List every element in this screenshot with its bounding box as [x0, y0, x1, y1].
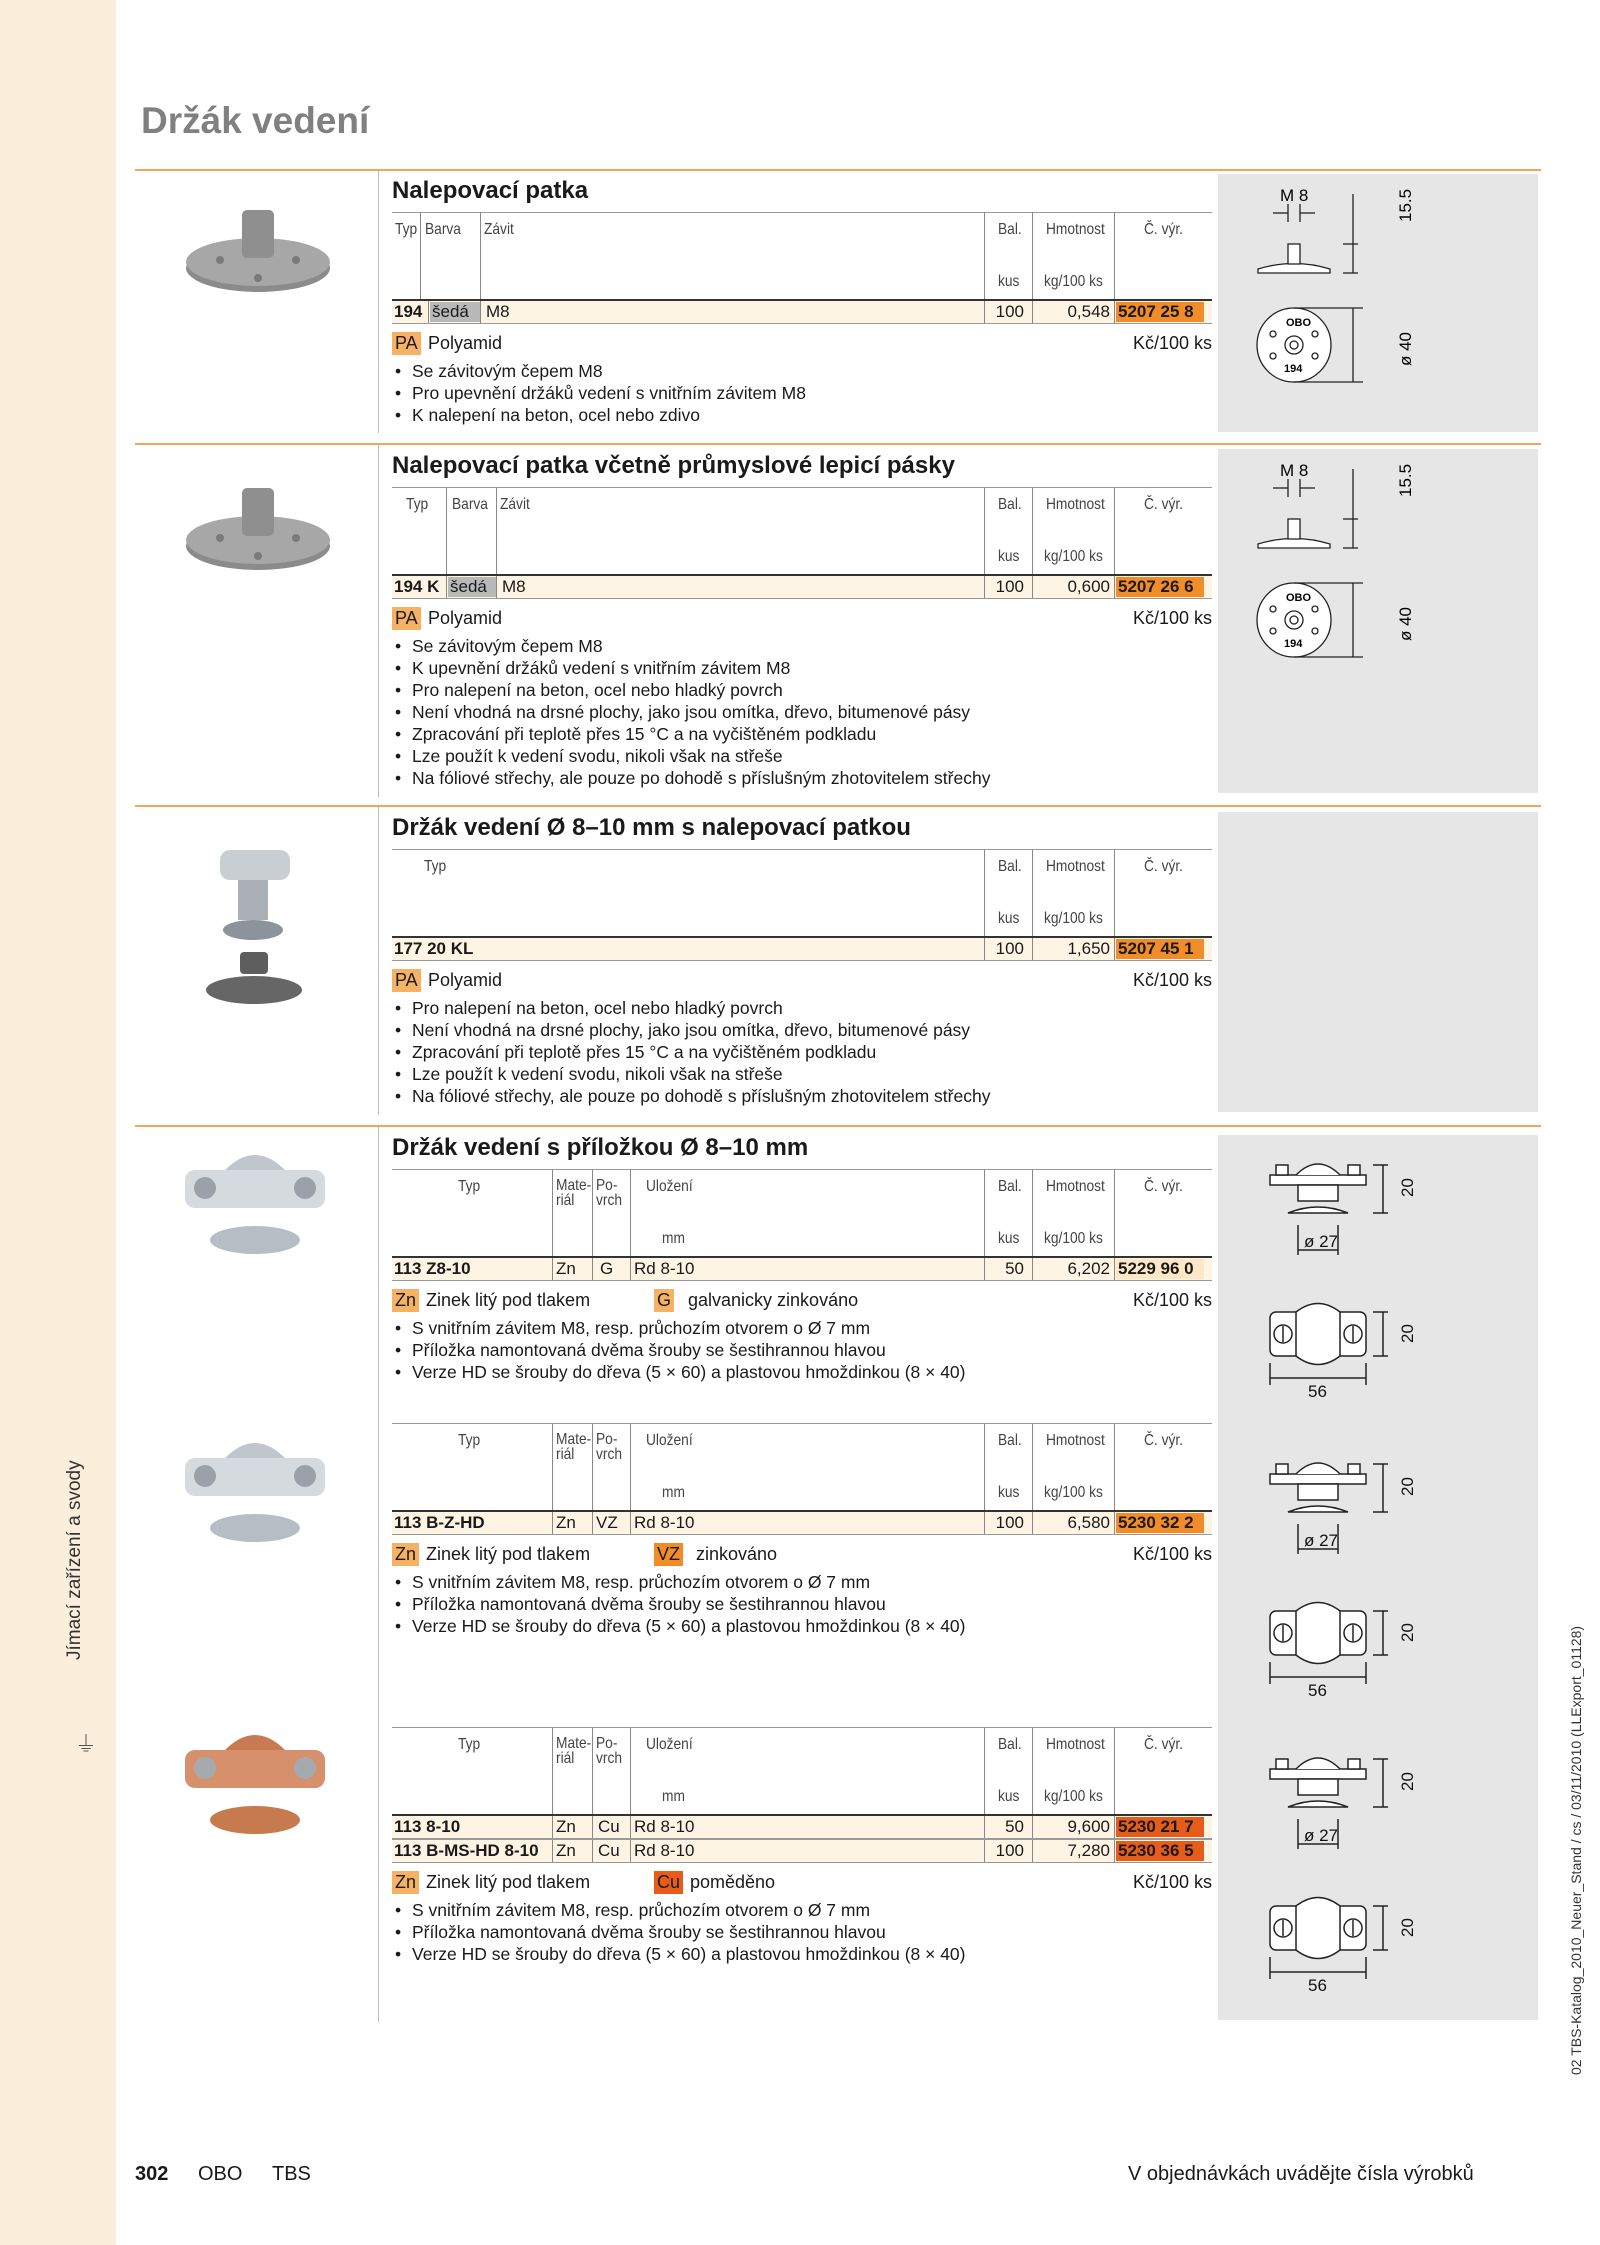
cell-cvyr: 5230 32 2: [1116, 1513, 1204, 1533]
header-cvyr: Č. výr.: [1144, 496, 1183, 513]
list-item: • Se závitovým čepem M8: [392, 635, 1212, 657]
cell-cvyr: 5230 21 7: [1116, 1817, 1204, 1837]
product-block: [392, 1423, 1212, 1637]
foot-drawing: [1218, 174, 1538, 432]
header-ulozeni: Uložení: [646, 1736, 693, 1753]
section-divider: [135, 1125, 1541, 1127]
cell-ulozeni: Rd 8-10: [634, 1841, 695, 1860]
table-row: [392, 936, 1212, 961]
material-text: Polyamid: [428, 333, 503, 353]
material-tag: Zn: [392, 1871, 419, 1894]
table-header: [392, 1169, 1212, 1256]
cell-barva: šedá: [448, 577, 496, 597]
label-h20: 20: [1398, 1918, 1417, 1937]
list-item: • Lze použít k vedení svodu, nikoli však na střeše: [392, 1063, 1212, 1085]
cell-typ: 194: [394, 302, 423, 321]
cell-material: Zn: [556, 1513, 576, 1532]
price-unit: Kč/100 ks: [1132, 1544, 1212, 1564]
material-tag: PA: [392, 332, 421, 355]
table-row: [392, 1256, 1212, 1281]
section-divider: [135, 443, 1541, 445]
cell-povrch: VZ: [596, 1513, 618, 1532]
material-tag: Zn: [392, 1543, 419, 1566]
header-bal: Bal.: [998, 221, 1022, 238]
unit-kg: kg/100 ks: [1044, 910, 1103, 927]
surface-tag: Cu: [654, 1871, 683, 1894]
section-nalepovaci-patka-paska: [392, 451, 1212, 789]
list-item: • Na fóliové střechy, ale pouze po dohodě s příslušným zhotovitelem střechy: [392, 767, 1212, 789]
column-separator: [378, 445, 379, 797]
material-tag: PA: [392, 607, 421, 630]
unit-kg: kg/100 ks: [1044, 1788, 1103, 1805]
header-zavit: Závit: [500, 496, 530, 513]
cell-hmotnost: 0,600: [1067, 577, 1110, 596]
surface-text: galvanicky zinkováno: [688, 1290, 859, 1310]
table-header: [392, 849, 1212, 936]
list-item: • Verze HD se šrouby do dřeva (5 × 60) a plastovou hmoždinkou (8 × 40): [392, 1943, 1212, 1965]
product-photo: [165, 1140, 345, 1270]
label-h20: 20: [1398, 1623, 1417, 1642]
cell-bal: 100: [995, 1513, 1024, 1532]
cell-cvyr: 5207 25 8: [1116, 302, 1204, 322]
product-photo: [180, 200, 340, 300]
header-hmotnost: Hmotnost: [1046, 858, 1105, 875]
unit-kg: kg/100 ks: [1044, 548, 1103, 565]
table-row: [392, 1814, 1212, 1839]
label-diameter: ø 40: [1396, 331, 1415, 366]
list-item: • Lze použít k vedení svodu, nikoli však na střeše: [392, 745, 1212, 767]
footer-brand-obo: OBO: [198, 2163, 243, 2185]
label-d27: ø 27: [1304, 1531, 1339, 1550]
unit-kg: kg/100 ks: [1044, 273, 1103, 290]
price-unit: Kč/100 ks: [1132, 1872, 1212, 1892]
header-ulozeni: Uložení: [646, 1432, 693, 1449]
unit-mm: mm: [662, 1788, 685, 1805]
label-obo: OBO: [1286, 317, 1312, 329]
cell-bal: 100: [995, 939, 1024, 958]
surface-tag: G: [654, 1289, 674, 1312]
header-ulozeni: Uložení: [646, 1178, 693, 1195]
list-item: • K upevnění držáků vedení s vnitřním závitem M8: [392, 657, 1212, 679]
unit-kus: kus: [998, 273, 1020, 290]
cell-cvyr: 5207 26 6: [1116, 577, 1204, 597]
list-item: • S vnitřním závitem M8, resp. průchozím otvorem o Ø 7 mm: [392, 1317, 1212, 1339]
list-item: • Příložka namontovaná dvěma šrouby se šestihrannou hlavou: [392, 1921, 1212, 1943]
unit-mm: mm: [662, 1230, 685, 1247]
header-hmotnost: Hmotnost: [1046, 221, 1105, 238]
header-barva: Barva: [425, 221, 461, 238]
list-item: • Na fóliové střechy, ale pouze po dohodě s příslušným zhotovitelem střechy: [392, 1085, 1212, 1107]
table-header: [392, 487, 1212, 574]
chapter-marker-icon: ⏚: [75, 1732, 98, 1757]
header-cvyr: Č. výr.: [1144, 858, 1183, 875]
feature-list: [392, 360, 1212, 426]
section-title: Nalepovací patka: [392, 177, 589, 204]
header-typ: Typ: [424, 858, 447, 875]
header-hmotnost: Hmotnost: [1046, 1736, 1105, 1753]
list-item: • Zpracování při teplotě přes 15 °C a na vyčištěném podkladu: [392, 1041, 1212, 1063]
section-title: Držák vedení s příložkou Ø 8–10 mm: [392, 1134, 809, 1161]
header-povrch: Po- vrch: [596, 1177, 623, 1209]
label-diameter: ø 40: [1396, 606, 1415, 641]
label-m8: M 8: [1280, 186, 1309, 205]
cell-ulozeni: Rd 8-10: [634, 1513, 695, 1532]
header-povrch: Po- vrch: [596, 1431, 623, 1463]
cell-cvyr: 5230 36 5: [1116, 1841, 1204, 1861]
cell-ulozeni: Rd 8-10: [634, 1259, 695, 1278]
cell-bal: 100: [995, 577, 1024, 596]
price-unit: Kč/100 ks: [1132, 1290, 1212, 1310]
surface-text: poměděno: [690, 1872, 776, 1892]
header-cvyr: Č. výr.: [1144, 1432, 1183, 1449]
clamp-drawings: [1218, 1135, 1538, 2020]
feature-list: [392, 997, 1212, 1107]
page-title: Držák vedení: [141, 100, 370, 141]
foot-drawing: [1218, 449, 1538, 709]
legend: [392, 961, 1212, 997]
left-sidebar-strip: [0, 0, 116, 2245]
cell-cvyr: 5229 96 0: [1116, 1259, 1204, 1279]
header-bal: Bal.: [998, 1736, 1022, 1753]
header-cvyr: Č. výr.: [1144, 1736, 1183, 1753]
header-bal: Bal.: [998, 858, 1022, 875]
product-photo: [165, 1720, 345, 1850]
feature-list: [392, 1317, 1212, 1383]
cell-hmotnost: 6,580: [1067, 1513, 1110, 1532]
header-barva: Barva: [452, 496, 488, 513]
table-header: [392, 212, 1212, 299]
list-item: • S vnitřním závitem M8, resp. průchozím otvorem o Ø 7 mm: [392, 1571, 1212, 1593]
material-text: Zinek litý pod tlakem: [426, 1290, 591, 1310]
price-unit: Kč/100 ks: [1132, 333, 1212, 353]
list-item: • Není vhodná na drsné plochy, jako jsou omítka, dřevo, bitumenové pásy: [392, 701, 1212, 723]
header-cvyr: Č. výr.: [1144, 1178, 1183, 1195]
cell-povrch: Cu: [598, 1841, 620, 1860]
label-194: 194: [1284, 638, 1303, 650]
legend: [392, 599, 1212, 635]
label-m8: M 8: [1280, 461, 1309, 480]
list-item: • Pro nalepení na beton, ocel nebo hladký povrch: [392, 679, 1212, 701]
cell-typ: 113 8-10: [394, 1817, 461, 1836]
section-divider: [135, 805, 1541, 807]
surface-text: zinkováno: [696, 1544, 778, 1564]
drawing-panel: [1218, 812, 1538, 1112]
cell-bal: 100: [995, 1841, 1024, 1860]
material-tag: Zn: [392, 1289, 419, 1312]
product-block: [392, 1727, 1212, 1965]
product-block: [392, 1169, 1212, 1383]
cell-bal: 50: [1005, 1817, 1024, 1836]
footer-note: V objednávkách uvádějte čísla výrobků: [1128, 2163, 1474, 2185]
cell-barva: šedá: [430, 302, 480, 322]
label-w56: 56: [1308, 1681, 1327, 1700]
label-w56: 56: [1308, 1382, 1327, 1401]
table-row: [392, 574, 1212, 599]
section-drzak-s-prilozkou: [392, 1133, 1212, 1965]
header-zavit: Závit: [484, 221, 514, 238]
cell-povrch: Cu: [598, 1817, 620, 1836]
label-obo: OBO: [1286, 592, 1312, 604]
header-povrch: Po- vrch: [596, 1735, 623, 1767]
catalog-export-label: 02 TBS-Katalog_2010_Neuer_Stand / cs / 03/11/2010 (LLExport_01128): [1568, 1625, 1584, 2075]
label-d27: ø 27: [1304, 1232, 1339, 1251]
cell-material: Zn: [556, 1841, 576, 1860]
label-h20: 20: [1398, 1178, 1417, 1197]
cell-bal: 100: [995, 302, 1024, 321]
product-photo: [180, 478, 340, 578]
cell-hmotnost: 1,650: [1067, 939, 1110, 958]
material-tag: PA: [392, 969, 421, 992]
list-item: • K nalepení na beton, ocel nebo zdivo: [392, 404, 1212, 426]
table-row: [392, 1510, 1212, 1535]
unit-kg: kg/100 ks: [1044, 1230, 1103, 1247]
price-unit: Kč/100 ks: [1132, 608, 1212, 628]
list-item: • Příložka namontovaná dvěma šrouby se šestihrannou hlavou: [392, 1593, 1212, 1615]
cell-hmotnost: 6,202: [1067, 1259, 1110, 1278]
table-header: [392, 1727, 1212, 1814]
column-separator: [378, 807, 379, 1115]
label-w56: 56: [1308, 1976, 1327, 1995]
section-title: Nalepovací patka včetně průmyslové lepicí pásky: [392, 452, 955, 479]
cell-hmotnost: 9,600: [1067, 1817, 1110, 1836]
feature-list: [392, 635, 1212, 789]
label-height: 15.5: [1396, 188, 1415, 222]
price-unit: Kč/100 ks: [1132, 970, 1212, 990]
side-chapter-label: Jímací zařízení a svody: [64, 1460, 85, 1660]
header-cvyr: Č. výr.: [1144, 221, 1183, 238]
page-number: 302: [135, 2163, 169, 2185]
list-item: • Zpracování při teplotě přes 15 °C a na vyčištěném podkladu: [392, 723, 1212, 745]
cell-zavit: M8: [486, 302, 510, 321]
cell-material: Zn: [556, 1259, 576, 1278]
table-header: [392, 1423, 1212, 1510]
footer-brand-tbs: TBS: [272, 2163, 311, 2185]
unit-kus: kus: [998, 1484, 1020, 1501]
header-hmotnost: Hmotnost: [1046, 1432, 1105, 1449]
header-hmotnost: Hmotnost: [1046, 496, 1105, 513]
cell-material: Zn: [556, 1817, 576, 1836]
legend: [392, 1863, 1212, 1899]
list-item: • Pro upevnění držáků vedení s vnitřním závitem M8: [392, 382, 1212, 404]
legend: [392, 1281, 1212, 1317]
unit-kg: kg/100 ks: [1044, 1484, 1103, 1501]
material-text: Polyamid: [428, 608, 503, 628]
legend: [392, 1535, 1212, 1571]
cell-bal: 50: [1005, 1259, 1024, 1278]
header-typ: Typ: [458, 1432, 481, 1449]
header-bal: Bal.: [998, 1432, 1022, 1449]
cell-typ: 113 Z8-10: [394, 1259, 471, 1278]
cell-ulozeni: Rd 8-10: [634, 1817, 695, 1836]
column-separator: [378, 171, 379, 433]
label-h20: 20: [1398, 1477, 1417, 1496]
cell-typ: 177 20 KL: [394, 939, 474, 958]
list-item: • Pro nalepení na beton, ocel nebo hladký povrch: [392, 997, 1212, 1019]
unit-kus: kus: [998, 910, 1020, 927]
header-material: Mate- riál: [556, 1735, 592, 1767]
table-row: [392, 1839, 1212, 1863]
header-bal: Bal.: [998, 496, 1022, 513]
unit-kus: kus: [998, 1230, 1020, 1247]
feature-list: [392, 1571, 1212, 1637]
unit-mm: mm: [662, 1484, 685, 1501]
label-h20: 20: [1398, 1324, 1417, 1343]
cell-typ: 194 K: [394, 577, 440, 596]
list-item: • Verze HD se šrouby do dřeva (5 × 60) a plastovou hmoždinkou (8 × 40): [392, 1615, 1212, 1637]
cell-zavit: M8: [502, 577, 526, 596]
product-photo: [200, 840, 310, 1020]
header-typ: Typ: [458, 1736, 481, 1753]
table-row: [392, 299, 1212, 324]
list-item: • Příložka namontovaná dvěma šrouby se šestihrannou hlavou: [392, 1339, 1212, 1361]
cell-typ: 113 B-MS-HD 8-10: [394, 1841, 539, 1860]
cell-hmotnost: 7,280: [1067, 1841, 1110, 1860]
unit-kus: kus: [998, 548, 1020, 565]
unit-kus: kus: [998, 1788, 1020, 1805]
material-text: Zinek litý pod tlakem: [426, 1544, 591, 1564]
feature-list: [392, 1899, 1212, 1965]
column-separator: [378, 1127, 379, 2022]
drawing-panel: [1218, 449, 1538, 793]
header-hmotnost: Hmotnost: [1046, 1178, 1105, 1195]
label-194: 194: [1284, 363, 1303, 375]
list-item: • Verze HD se šrouby do dřeva (5 × 60) a plastovou hmoždinkou (8 × 40): [392, 1361, 1212, 1383]
drawing-panel: [1218, 174, 1538, 432]
header-bal: Bal.: [998, 1178, 1022, 1195]
header-material: Mate- riál: [556, 1431, 592, 1463]
drawing-panel: [1218, 1135, 1538, 2020]
cell-cvyr: 5207 45 1: [1116, 939, 1204, 959]
cell-typ: 113 B-Z-HD: [394, 1513, 485, 1532]
section-drzak-s-patkou: [392, 813, 1212, 1107]
list-item: • S vnitřním závitem M8, resp. průchozím otvorem o Ø 7 mm: [392, 1899, 1212, 1921]
list-item: • Se závitovým čepem M8: [392, 360, 1212, 382]
label-height: 15.5: [1396, 463, 1415, 497]
surface-tag: VZ: [654, 1543, 683, 1566]
label-h20: 20: [1398, 1772, 1417, 1791]
product-photo: [165, 1428, 345, 1558]
header-typ: Typ: [458, 1178, 481, 1195]
cell-hmotnost: 0,548: [1067, 302, 1110, 321]
section-nalepovaci-patka: [392, 176, 1212, 426]
header-material: Mate- riál: [556, 1177, 592, 1209]
material-text: Polyamid: [428, 970, 503, 990]
list-item: • Není vhodná na drsné plochy, jako jsou omítka, dřevo, bitumenové pásy: [392, 1019, 1212, 1041]
cell-povrch: G: [600, 1259, 614, 1278]
material-text: Zinek litý pod tlakem: [426, 1872, 591, 1892]
label-d27: ø 27: [1304, 1826, 1339, 1845]
header-typ: Typ: [406, 496, 429, 513]
section-title: Držák vedení Ø 8–10 mm s nalepovací patkou: [392, 814, 911, 841]
section-divider: [135, 169, 1541, 171]
header-typ: Typ: [395, 221, 418, 238]
legend: [392, 324, 1212, 360]
